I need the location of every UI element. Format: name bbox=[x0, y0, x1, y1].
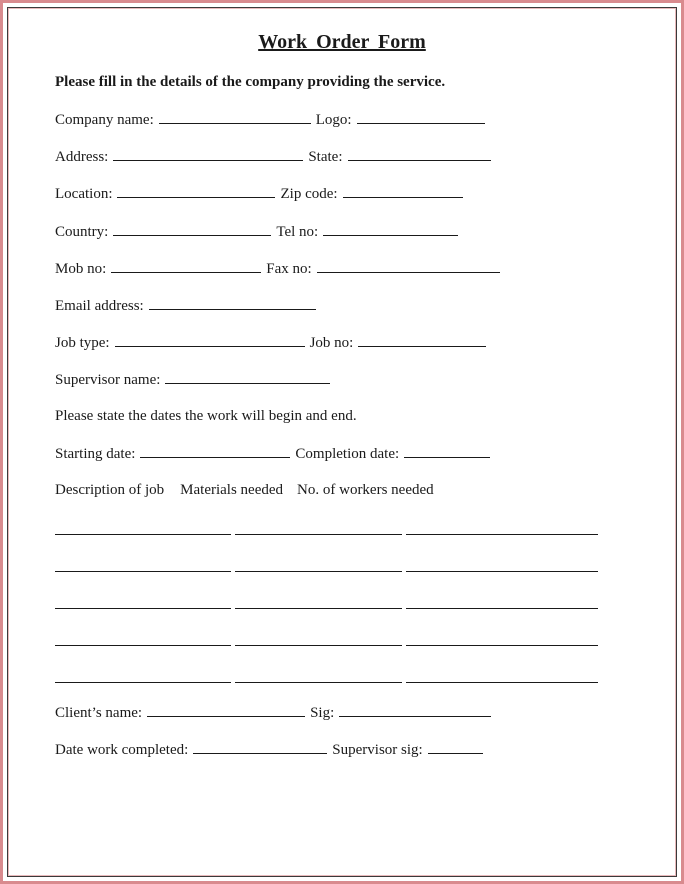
workers-line-3[interactable] bbox=[406, 608, 598, 609]
location-field[interactable] bbox=[117, 185, 275, 198]
workers-line-1[interactable] bbox=[406, 534, 598, 535]
completion-date-field[interactable] bbox=[404, 445, 490, 458]
supervisor-name-field[interactable] bbox=[165, 371, 330, 384]
intro-text: Please fill in the details of the company providing the service. bbox=[55, 74, 446, 90]
description-line-5[interactable] bbox=[55, 682, 231, 683]
materials-line-4[interactable] bbox=[235, 645, 402, 646]
workers-line-5[interactable] bbox=[406, 682, 598, 683]
zip-code-field[interactable] bbox=[343, 185, 463, 198]
supervisor-name-label: Supervisor name: bbox=[55, 372, 161, 388]
job-table-header bbox=[55, 482, 434, 499]
mob-row bbox=[55, 260, 505, 278]
sig-field[interactable] bbox=[339, 704, 491, 717]
completion-date-label: Completion date: bbox=[295, 446, 400, 462]
address-field[interactable] bbox=[113, 148, 303, 161]
description-line-1[interactable] bbox=[55, 534, 231, 535]
dates-note: Please state the dates the work will begin and end. bbox=[55, 408, 357, 424]
address-label: Address: bbox=[55, 149, 109, 165]
location-row bbox=[55, 185, 468, 203]
col-workers-header: No. of workers needed bbox=[297, 482, 434, 498]
date-completed-field[interactable] bbox=[193, 741, 327, 754]
logo-label: Logo: bbox=[315, 112, 352, 128]
starting-date-label: Starting date: bbox=[55, 446, 136, 462]
materials-line-2[interactable] bbox=[235, 571, 402, 572]
country-label: Country: bbox=[55, 224, 109, 240]
supervisor-sig-label: Supervisor sig: bbox=[332, 742, 423, 758]
materials-line-1[interactable] bbox=[235, 534, 402, 535]
logo-field[interactable] bbox=[357, 111, 485, 124]
client-row bbox=[55, 704, 496, 722]
materials-line-5[interactable] bbox=[235, 682, 402, 683]
tel-no-field[interactable] bbox=[323, 223, 458, 236]
workers-line-4[interactable] bbox=[406, 645, 598, 646]
description-line-2[interactable] bbox=[55, 571, 231, 572]
address-row bbox=[55, 148, 496, 166]
workers-line-2[interactable] bbox=[406, 571, 598, 572]
fax-no-field[interactable] bbox=[317, 260, 500, 273]
dates-row bbox=[55, 445, 495, 463]
company-name-field[interactable] bbox=[159, 111, 311, 124]
tel-no-label: Tel no: bbox=[276, 224, 319, 240]
starting-date-field[interactable] bbox=[140, 445, 290, 458]
email-label: Email address: bbox=[55, 298, 144, 314]
job-no-field[interactable] bbox=[358, 334, 486, 347]
col-description-header: Description of job bbox=[55, 482, 165, 498]
materials-line-3[interactable] bbox=[235, 608, 402, 609]
fax-no-label: Fax no: bbox=[266, 261, 312, 277]
mob-no-field[interactable] bbox=[111, 260, 261, 273]
mob-no-label: Mob no: bbox=[55, 261, 107, 277]
state-label: State: bbox=[308, 149, 343, 165]
email-row bbox=[55, 297, 321, 315]
country-row bbox=[55, 223, 463, 241]
job-no-label: Job no: bbox=[309, 335, 354, 351]
client-name-field[interactable] bbox=[147, 704, 305, 717]
country-field[interactable] bbox=[113, 223, 271, 236]
sig-label: Sig: bbox=[310, 705, 335, 721]
description-line-4[interactable] bbox=[55, 645, 231, 646]
location-label: Location: bbox=[55, 186, 113, 202]
job-type-field[interactable] bbox=[115, 334, 305, 347]
company-name-label: Company name: bbox=[55, 112, 154, 128]
supervisor-sig-field[interactable] bbox=[428, 741, 483, 754]
completion-row bbox=[55, 741, 488, 759]
client-name-label: Client’s name: bbox=[55, 705, 143, 721]
zip-code-label: Zip code: bbox=[280, 186, 338, 202]
supervisor-row bbox=[55, 371, 335, 389]
job-type-label: Job type: bbox=[55, 335, 110, 351]
col-materials-header: Materials needed bbox=[180, 482, 284, 498]
form-title: Work Order Form bbox=[258, 31, 426, 53]
job-row bbox=[55, 334, 491, 352]
description-line-3[interactable] bbox=[55, 608, 231, 609]
date-completed-label: Date work completed: bbox=[55, 742, 189, 758]
email-field[interactable] bbox=[149, 297, 316, 310]
company-row bbox=[55, 111, 490, 129]
state-field[interactable] bbox=[348, 148, 491, 161]
